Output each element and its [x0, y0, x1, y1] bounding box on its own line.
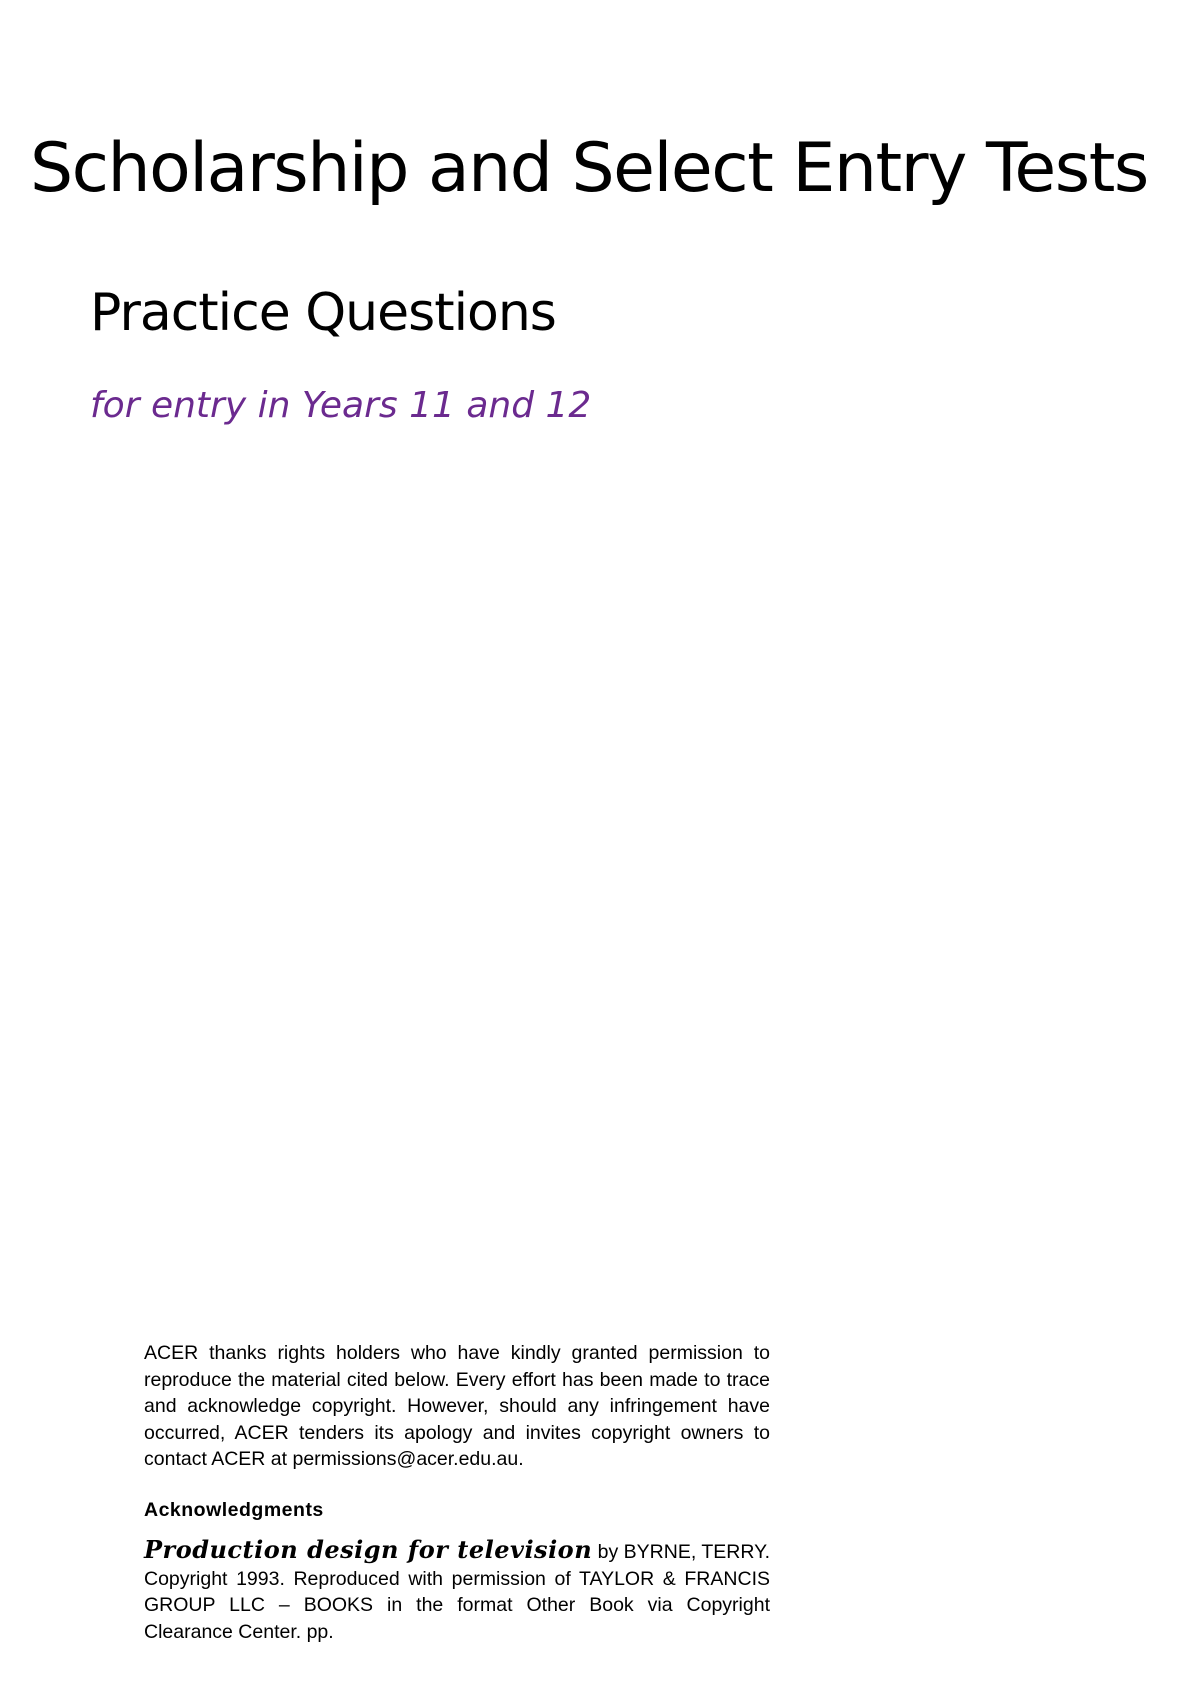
acknowledgments-heading: Acknowledgments	[144, 1498, 324, 1521]
page-subtitle: Practice Questions	[90, 283, 556, 343]
acknowledgment-details: BYRNE, TERRY. Copyright 1993. Reproduced with permission of TAYLOR & FRANCIS GROUP LLC – BOOKS in the format Other Book via Copyright Clearance Center. pp.	[144, 1541, 770, 1643]
acknowledgment-entry	[144, 1537, 770, 1645]
copyright-notice: ACER thanks rights holders who have kindly granted permission to reproduce the material cited below. Every effort has been made to trace and acknowledge copyright. However, should any infringement have occurred, ACER tenders its apology and invites copyright owners to contact ACER at permissions@acer.edu.au.	[144, 1342, 770, 1470]
by-word: by	[597, 1541, 619, 1563]
copyright-acknowledgments-block	[144, 1340, 770, 1645]
page-title: Scholarship and Select Entry Tests	[30, 129, 1148, 208]
entry-years-tagline: for entry in Years 11 and 12	[90, 385, 592, 426]
book-title: Production design for television	[144, 1535, 593, 1564]
